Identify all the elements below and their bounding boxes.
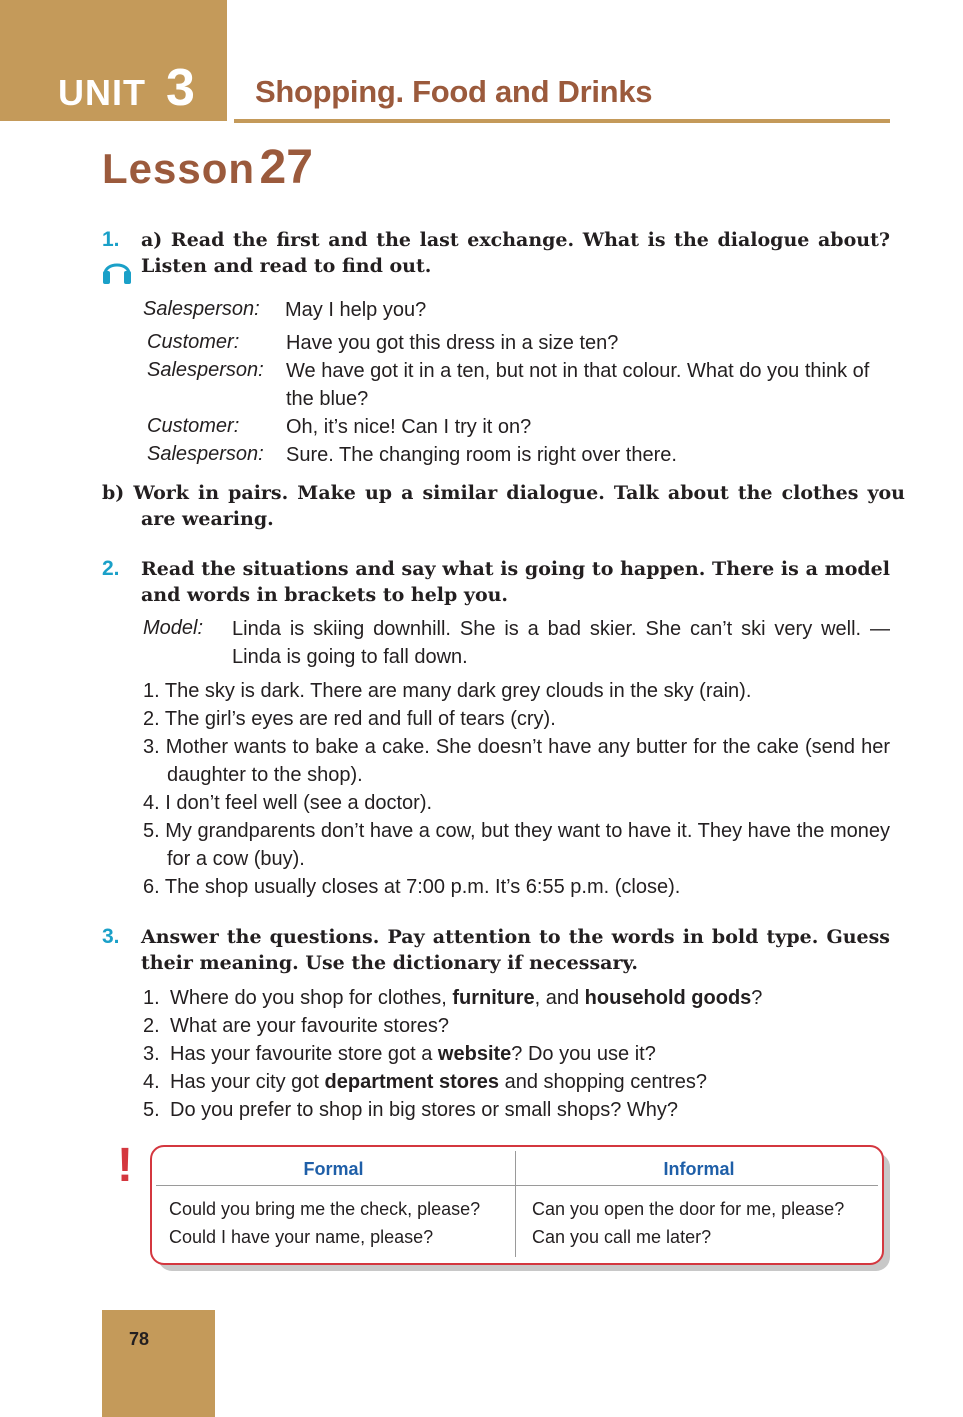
formal-example: Could I have your name, please?: [169, 1227, 434, 1247]
situation-item: 2. The girl’s eyes are red and full of tears (cry).: [143, 708, 556, 730]
question-number: 1.: [143, 987, 160, 1009]
question-item: [143, 1068, 707, 1096]
unit-title: Shopping. Food and Drinks: [255, 74, 653, 109]
question-item: [143, 984, 763, 1012]
bold-term: department stores: [324, 1071, 500, 1093]
dialogue-line: Sure. The changing room is right over there.: [286, 444, 677, 466]
question-text: What are your favourite stores?: [170, 1015, 450, 1037]
dialogue-speaker: Salesperson:: [147, 359, 264, 381]
exercise-2-task: Read the situations and say what is going to happen. There is a model and words in brackets to help you.: [141, 558, 890, 606]
question-number: 5.: [143, 1099, 160, 1121]
unit-number: 3: [166, 59, 195, 117]
lesson-word: Lesson: [102, 145, 256, 192]
page-number-tab: [102, 1310, 215, 1417]
dialogue-line: May I help you?: [285, 299, 427, 321]
question-number: 2.: [143, 1015, 160, 1037]
informal-example: Can you call me later?: [532, 1227, 712, 1247]
dialogue-line: Have you got this dress in a size ten?: [286, 332, 619, 354]
question-number: 4.: [143, 1071, 160, 1093]
informal-example: Can you open the door for me, please?: [532, 1199, 845, 1219]
question-text: Where do you shop for clothes, furniture, and household goods?: [170, 987, 763, 1009]
informal-header: Informal: [663, 1159, 735, 1179]
exercise-2-number: 2.: [102, 557, 120, 580]
unit-banner: [0, 0, 227, 121]
exercise-3-task: Answer the questions. Pay attention to the words in bold type. Guess their meaning. Use the dictionary if necessary.: [141, 926, 890, 974]
exercise-3-number: 3.: [102, 925, 120, 948]
dialogue-speaker: Customer:: [147, 415, 240, 437]
question-item: [143, 1096, 679, 1124]
dialogue-line: We have got it in a ten, but not in that colour. What do you think of the blue?: [286, 360, 870, 410]
situation-item: 3. Mother wants to bake a cake. She doesn’t have any butter for the cake (send her daughter to the shop).: [143, 736, 890, 786]
headphones-icon[interactable]: [100, 254, 134, 286]
question-text: Has your favourite store got a website? Do you use it?: [170, 1043, 656, 1065]
model-label: Model:: [143, 617, 204, 639]
question-number: 3.: [143, 1043, 160, 1065]
header-rule: [234, 119, 890, 123]
table-column-divider: [515, 1151, 516, 1257]
exercise-1-number: 1.: [102, 228, 120, 251]
situation-item: 6. The shop usually closes at 7:00 p.m. It’s 6:55 p.m. (close).: [143, 876, 681, 898]
dialogue-speaker: Salesperson:: [143, 298, 260, 320]
situation-item: 4. I don’t feel well (see a doctor).: [143, 792, 433, 814]
exclamation-icon: !: [117, 1139, 133, 1192]
page-number: 78: [129, 1329, 150, 1349]
dialogue-line: Oh, it’s nice! Can I try it on?: [286, 416, 532, 438]
bold-term: website: [437, 1043, 512, 1065]
model-text: Linda is skiing downhill. She is a bad skier. She can’t ski very well. — Linda is going to fall down.: [232, 618, 890, 668]
formal-informal-table: [150, 1145, 884, 1265]
lesson-title: [102, 140, 313, 195]
exercise-1-task-b: b) Work in pairs. Make up a similar dialogue. Talk about the clothes you are wearing.: [102, 482, 905, 530]
bold-term: furniture: [452, 987, 535, 1009]
question-item: [143, 1040, 656, 1068]
exercise-1-task-a: a) Read the first and the last exchange. What is the dialogue about? Listen and read to find out.: [141, 229, 890, 277]
dialogue-speaker: Customer:: [147, 331, 240, 353]
lesson-number: 27: [259, 141, 313, 194]
question-text: Has your city got department stores and shopping centres?: [170, 1071, 707, 1093]
question-item: [143, 1012, 450, 1040]
dialogue-speaker: Salesperson:: [147, 443, 264, 465]
formal-example: Could you bring me the check, please?: [169, 1199, 481, 1219]
situation-item: 5. My grandparents don’t have a cow, but they want to have it. They have the money for a cow (buy).: [143, 820, 890, 870]
situation-item: 1. The sky is dark. There are many dark grey clouds in the sky (rain).: [143, 680, 752, 702]
formal-header: Formal: [303, 1159, 364, 1179]
question-text: Do you prefer to shop in big stores or small shops? Why?: [170, 1099, 679, 1121]
table-divider: [156, 1185, 878, 1186]
bold-term: household goods: [584, 987, 752, 1009]
unit-label: UNIT: [58, 72, 146, 113]
